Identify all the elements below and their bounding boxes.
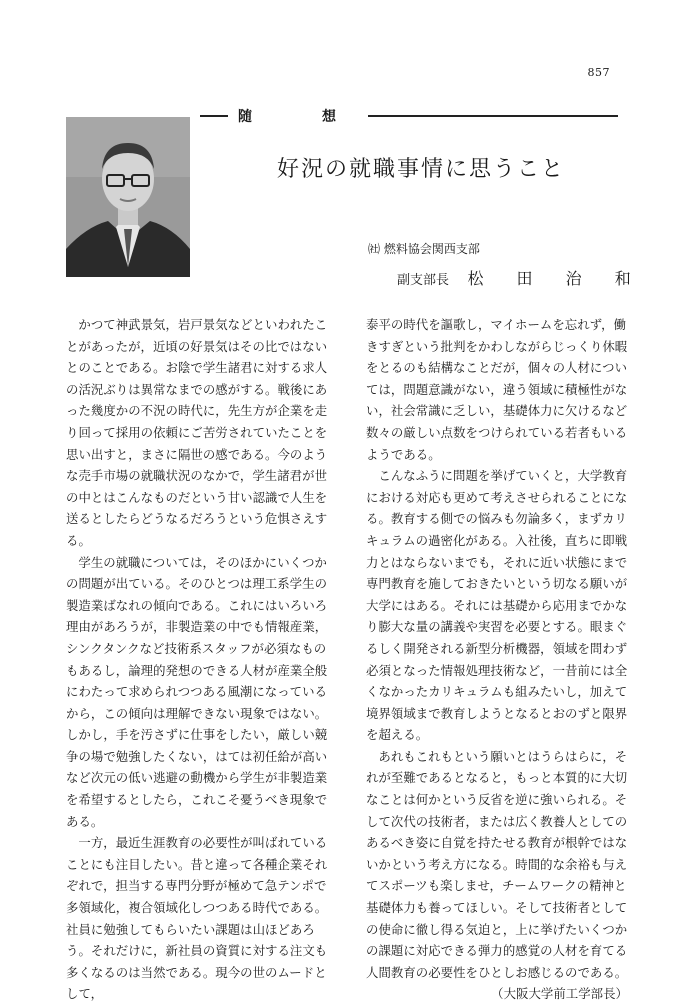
heading-rule-left — [200, 115, 228, 117]
body-column-left — [66, 314, 330, 1005]
portrait-photo — [66, 117, 190, 277]
article-title: 好況の就職事情に思うこと — [277, 157, 566, 182]
author-name: 松 田 治 和 — [467, 269, 645, 288]
author-affiliation: ㈳ 燃料協会関西支部 — [368, 242, 480, 256]
body-paragraph: 一方，最近生涯教育の必要性が叫ばれていることにも注目したい。昔と違って各種企業それぞれで，担当する専門分野が極めて急テンポで多領域化，複合領域化しつつある時代である。社員に勉強してもらいたい課題は山ほどあろう。それだけに，新社員の資質に対する注文も多くなるのは当然である。現今の世のムードとして， — [66, 835, 328, 1002]
author-portrait — [66, 117, 190, 277]
page-number: 857 — [587, 66, 610, 79]
section-label: 随 想 — [238, 109, 364, 125]
body-paragraph: あれもこれもという願いとはうらはらに，それが至難であるとなると，もっと本質的に大切なことは何かという反省を逆に強いられる。そして次代の技術者，または広く教養人としてのあるべき姿に自覚を持たせる教育が根幹ではないかという考え方になる。時間的な余裕も与えてスポーツも楽しませ，チームワークの精神と基礎体力も養ってほしい。そして技術者としての使命に徹し得る気迫と，上に挙げたいくつかの課題に対応できる弾力的感覚の人材を育てる人間教育の必要性をひとしお感じるのである。 — [366, 748, 628, 980]
body-column-right — [366, 314, 630, 1005]
heading-rule-right — [368, 115, 618, 117]
body-paragraph: 学生の就職については，そのほかにいくつかの問題が出ている。そのひとつは理工系学生の製造業ばなれの傾向である。これにはいろいろ理由があろうが，非製造業の中でも情報産業，シンクタンクなど技術系スタッフが必須なものもあるし，論理的発想のできる人材が産業全般にわたって求められつつある風潮になっているから，この傾向は理解できない現象ではない。しかし，手を汚さずに仕事をしたい，厳しい競争の場で勉強したくない，はては初任給が高いなど次元の低い逃避の動機から学生が非製造業を希望するとしたら，これこそ憂うべき現象である。 — [66, 554, 328, 829]
author-signoff: （大阪大学前工学部長） — [491, 986, 628, 1002]
body-paragraph: こんなふうに問題を挙げていくと，大学教育における対応も更めて考えさせられることになる。教育する側での悩みも勿論多く，まずカリキュラムの過密化がある。入社後，直ちに即戦力とはならないまでも，それに近い状態にまで専門教育を施しておきたいという切なる願いが大学にはある。それには基礎から応用までかなり膨大な量の講義や実習を必要とする。眼まぐるしく開発される新型分析機器，領域を問わず必須となった情報処理技術など，一昔前には全くなかったカリキュラムも組みたいし，加えて境界領域まで教育しようとなるとおのずと限界を超える。 — [366, 468, 628, 743]
author-byline — [397, 266, 645, 289]
body-paragraph: かつて神武景気，岩戸景気などといわれたことがあったが，近頃の好景気はその比ではないとのことである。お陰で学生諸君に対する求人の活況ぶりは異常なまでの感がする。戦後にあった幾度かの不況の時代に，先生方が企業を走り回って採用の依頼にご苦労されていたことを思い出すと，まさに隔世の感である。今のような売手市場の就職状況のなかで，学生諸君が世の中とはこんなものだという甘い認識で人生を送るとしたらどうなるだろうという危惧さえする。 — [66, 317, 328, 548]
author-role: 副支部長 — [397, 273, 450, 288]
section-heading — [200, 106, 618, 126]
body-paragraph-continued: 泰平の時代を謳歌し，マイホームを忘れず，働きすぎという批判をかわしながらじっくり休暇をとるのも結構なことだが，個々の人材については，問題意識がない，違う領域に積極性がない，社会常識に乏しい，基礎体力に欠けるなど数々の厳しい点数をつけられている若者もいるようである。 — [366, 317, 628, 462]
